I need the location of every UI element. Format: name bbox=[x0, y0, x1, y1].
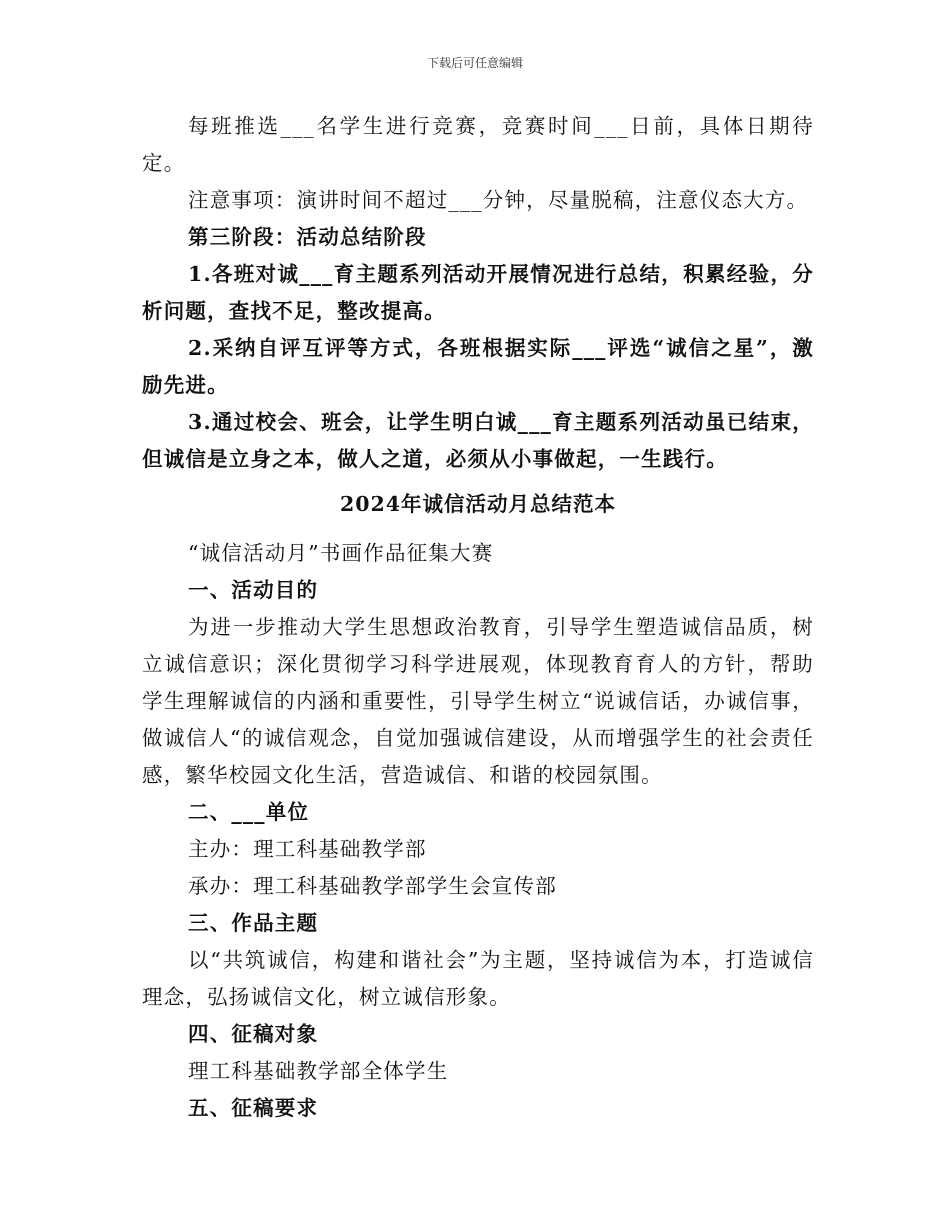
summary-item-1: 1.各班对诚___育主题系列活动开展情况进行总结，积累经验，分析问题，查找不足，整改提高。 bbox=[142, 262, 814, 323]
heading-theme: 三、作品主题 bbox=[188, 911, 319, 935]
paragraph-notes: 注意事项：演讲时间不超过___分钟，尽量脱稿，注意仪态大方。 bbox=[188, 188, 809, 212]
document-title: 2024年诚信活动月总结范本 bbox=[339, 492, 617, 516]
summary-item-2: 2.采纳自评互评等方式，各班根据实际___评选“诚信之星”，激励先进。 bbox=[142, 336, 814, 397]
header-note: 下载后可任意编辑 bbox=[426, 56, 523, 70]
paragraph-selection: 每班推选___名学生进行竞赛，竞赛时间___日前，具体日期待定。 bbox=[142, 114, 814, 175]
paragraph-host: 主办：理工科基础教学部 bbox=[188, 837, 427, 861]
paragraph-target: 理工科基础教学部全体学生 bbox=[188, 1059, 449, 1083]
heading-target: 四、征稿对象 bbox=[188, 1022, 319, 1046]
paragraph-purpose: 为进一步推动大学生思想政治教育，引导学生塑造诚信品质，树立诚信意识；深化贯彻学习科学进展观，体现教育育人的方针，帮助学生理解诚信的内涵和重要性，引导学生树立“说诚信话，办诚信事，做诚信人“的诚信观念，自觉加强诚信建设，从而增强学生的社会责任感，繁华校园文化生活，营造诚信、和谐的校园氛围。 bbox=[142, 615, 814, 787]
paragraph-organizer: 承办：理工科基础教学部学生会宣传部 bbox=[188, 874, 557, 898]
heading-requirements: 五、征稿要求 bbox=[188, 1096, 319, 1120]
heading-purpose: 一、活动目的 bbox=[188, 578, 319, 602]
summary-item-3: 3.通过校会、班会，让学生明白诚___育主题系列活动虽已结束，但诚信是立身之本，做人之道，必须从小事做起，一生践行。 bbox=[142, 410, 814, 471]
heading-stage-three: 第三阶段：活动总结阶段 bbox=[188, 225, 427, 249]
heading-units: 二、___单位 bbox=[188, 800, 310, 824]
document-body bbox=[142, 108, 814, 1127]
event-subtitle: “诚信活动月”书画作品征集大赛 bbox=[188, 541, 494, 565]
paragraph-theme: 以“共筑诚信，构建和谐社会”为主题，坚持诚信为本，打造诚信理念，弘扬诚信文化，树立诚信形象。 bbox=[142, 948, 814, 1009]
